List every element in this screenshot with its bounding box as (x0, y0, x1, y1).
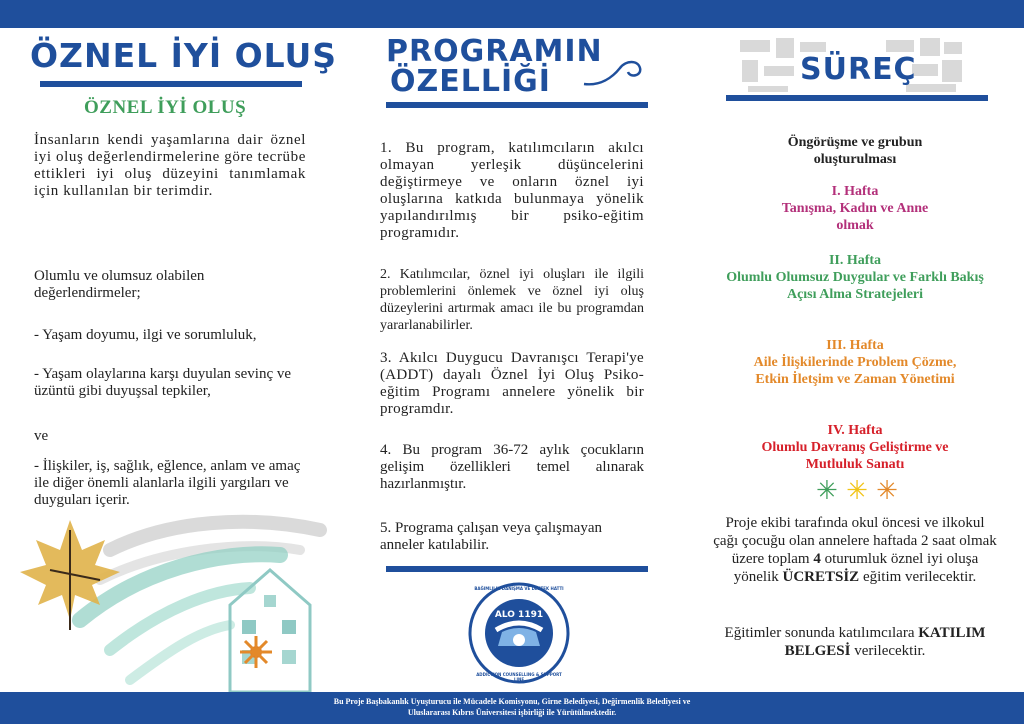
column3-title-rule (726, 95, 988, 101)
swirl-icon (582, 52, 644, 92)
column1-and: ve (34, 428, 49, 444)
footer-line-1: Bu Proje Başbakanlık Uyuşturucu ile Mücadele Komisyonu, Girne Belediyesi, Değirmenlik Belediyesi ve (333, 697, 691, 706)
brush-stroke-gray (100, 522, 320, 580)
column1-item-relations: - İlişkiler, iş, sağlık, eğlence, anlam ve amaç ile diğer önemli alanlarla ilgili yargıları ve duyguları içerir. (34, 458, 301, 508)
column1-title: ÖZNEL İYİ OLUŞ (30, 36, 338, 75)
column1-item-affective: - Yaşam olaylarına karşı duyulan sevinç ve üzüntü gibi duyuşsal tepkiler, (34, 366, 292, 399)
process-p1-d: ÜCRETSİZ (782, 569, 860, 585)
program-item-4: 4. Bu program 36-72 aylık çocukların gelişim özellikleri temel alınarak hazırlanmıştır. (380, 442, 644, 492)
process-intro: Öngörüşme ve grubun oluşturulması (787, 135, 923, 167)
column1-subtitle: ÖZNEL İYİ OLUŞ (84, 97, 247, 118)
column2-title-rule (386, 102, 648, 108)
footer-bar (0, 692, 1024, 724)
week1-heading: I. Hafta (831, 184, 879, 199)
program-item-3: 3. Akılcı Duygucu Davranışcı Terapi'ye (ADDT) dayalı Öznel İyi Oluş Psiko-eğitim Programı annelere yönelik bir programdır. (380, 350, 644, 417)
process-paragraph-1 (712, 514, 998, 586)
week1-text: Tanışma, Kadın ve Anne olmak (781, 201, 929, 233)
process-p1-c: oturumluk öznel iyi oluşa yönelik (733, 551, 979, 585)
helpline-logo-graphic (468, 582, 570, 684)
footer-line-2: Uluslararası Kıbrıs Üniversitesi işbirliği ile Yürütülmektedir. (407, 708, 617, 717)
process-paragraph-2 (724, 624, 986, 660)
helpline-ring-bottom: ADDICTION COUNSELLING & SUPPORT LINE (476, 672, 562, 682)
helpline-ring-top: BAĞIMLILIK DANIŞMA VE DESTEK HATTI (474, 586, 564, 591)
process-p2-c: verilecektir. (854, 643, 926, 659)
star-green-icon: ✳ (816, 476, 838, 506)
column2-title-line2: ÖZELLİĞİ (390, 64, 551, 99)
column2-title-line1: PROGRAMIN (386, 34, 603, 69)
column1-paragraph-definition: İnsanların kendi yaşamlarına dair öznel iyi oluş değerlendirmelerine göre tecrübe ettikleri iyi oluş düzeyini tanımlamak için kullanılan bir terimdir. (34, 132, 306, 199)
column2-bottom-rule (386, 566, 648, 572)
program-item-1: 1. Bu program, katılımcıların akılcı olmayan yerleşik düşüncelerini değiştirmeye ve onların öznel iyi oluşlarına katkıda bulunmaya yönelik yapılandırılmış bir psiko-eğitim programıdır. (380, 140, 644, 241)
program-item-2: 2. Katılımcılar, öznel iyi oluşları ile ilgili problemlerini önlemek ve öznel iyi oluş düzeylerini artırmak amacı ile bu programdan yararlanabilirler. (380, 267, 644, 333)
process-p1-e: eğitim verilecektir. (862, 569, 977, 585)
week2-heading: II. Hafta (828, 253, 882, 268)
star-yellow-icon: ✳ (846, 476, 868, 506)
helpline-logo (468, 582, 570, 684)
week3-text: Aile İlişkilerinde Problem Çözme, Etkin İletşim ve Zaman Yönetimi (753, 355, 957, 387)
week3-heading: III. Hafta (826, 338, 884, 353)
week4-heading: IV. Hafta (827, 423, 883, 438)
process-p2-a: Eğitimler sonunda katılımcılara (724, 625, 915, 641)
week2-text: Olumlu Olumsuz Duygular ve Farklı Bakış Açısı Alma Stratejeleri (726, 270, 984, 302)
top-bar (0, 0, 1024, 28)
column3-title: SÜREÇ (800, 52, 917, 87)
process-p2-b: KATILIM BELGESİ (784, 625, 986, 659)
column1-item-life-satisfaction: - Yaşam doyumu, ilgi ve sorumluluk, (34, 327, 257, 343)
helpline-number: ALO 1191 (494, 610, 544, 620)
star-orange-icon: ✳ (876, 476, 898, 506)
maple-leaf-icon (20, 520, 120, 630)
week4-text: Olumlu Davranış Geliştirme ve Mutluluk Sanatı (761, 440, 949, 472)
process-p1-a: Proje ekibi tarafında okul öncesi ve ilkokul çağı çocuğu olan annelere haftada 2 saat olmak üzere toplam (713, 515, 997, 567)
column1-paragraph-evaluations: Olumlu ve olumsuz olabilen değerlendirmeler; (34, 268, 205, 301)
column1-title-rule (40, 81, 302, 87)
process-p1-b: 4 (813, 551, 821, 567)
decorative-stars (812, 476, 902, 506)
program-item-5: 5. Programa çalışan veya çalışmayan anneler katılabilir. (380, 520, 602, 553)
decorative-illustration (20, 510, 340, 692)
